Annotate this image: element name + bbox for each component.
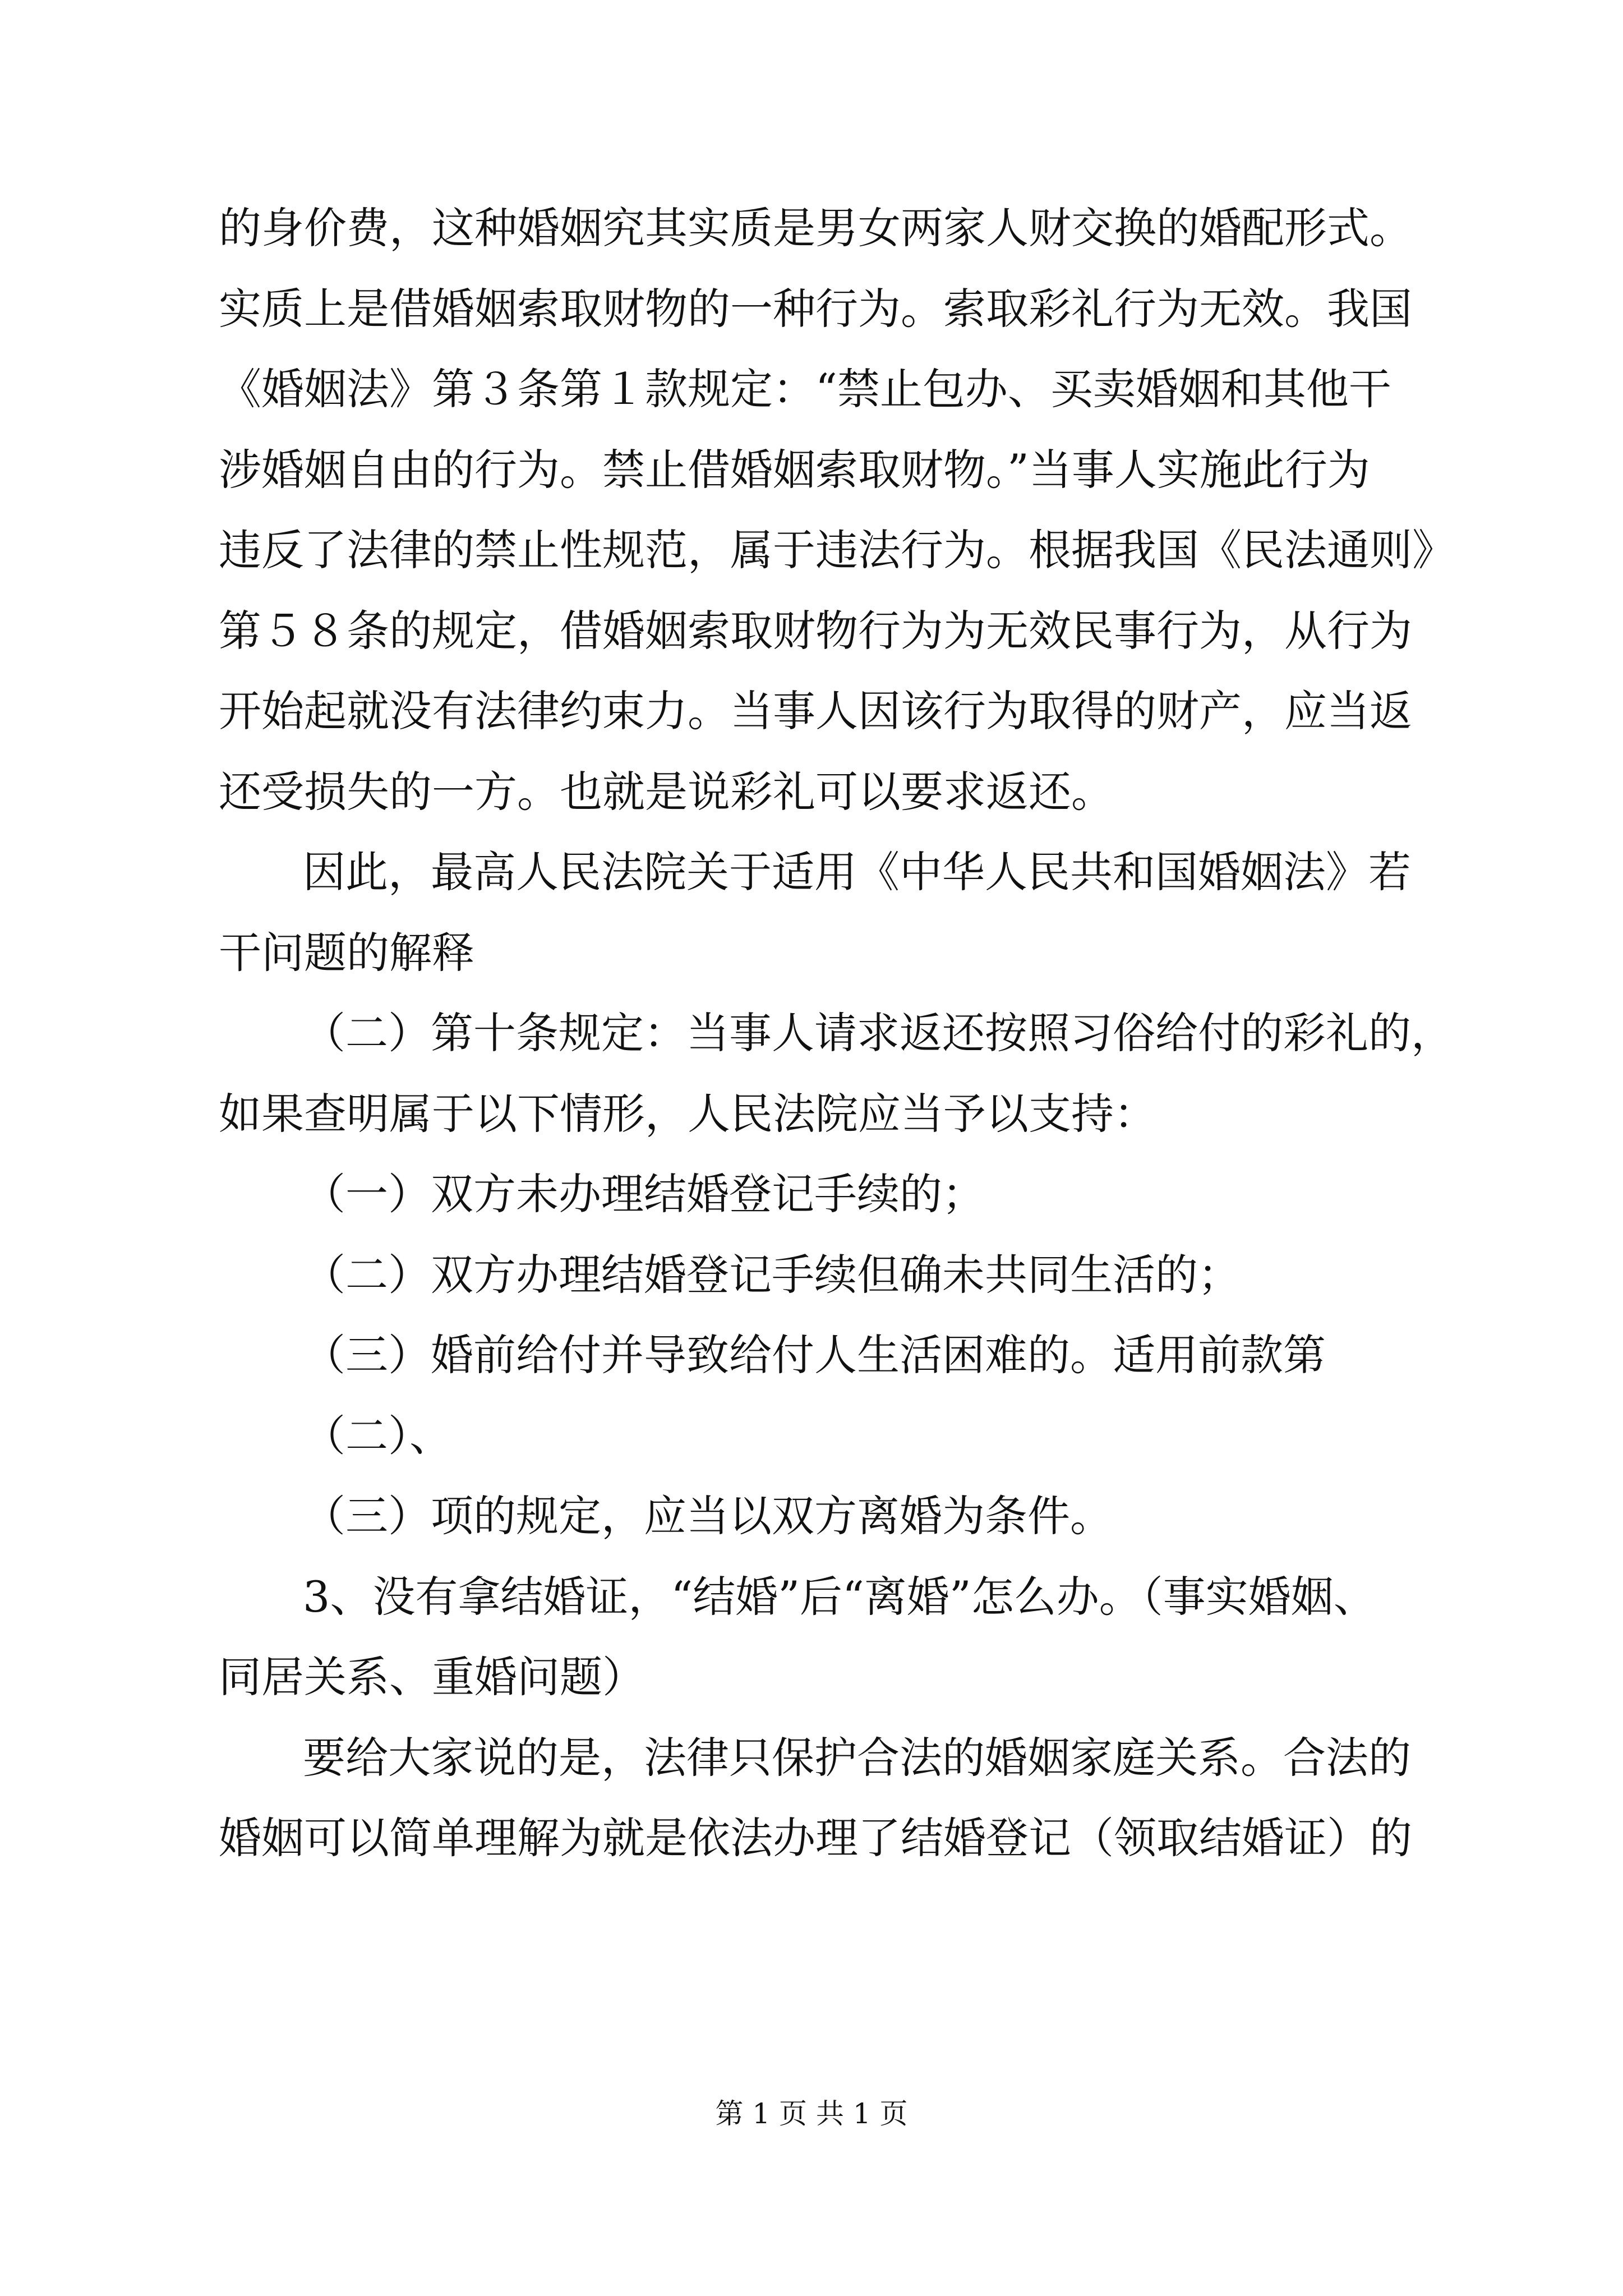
text-line-11: （二）第十条规定：当事人请求返还按照习俗给付的彩礼的，: [303, 1008, 1454, 1058]
text-line-4: 涉婚姻自由的行为。禁止借婚姻索取财物。”当事人实施此行为: [219, 444, 1370, 495]
text-line-12: 如果查明属于以下情形，人民法院应当予以支持：: [219, 1088, 1156, 1139]
text-line-14: （二）双方办理结婚登记手续但确未共同生活的；: [303, 1249, 1241, 1300]
text-line-18: 3、没有拿结婚证，“结婚”后“离婚”怎么办。（事实婚姻、: [303, 1571, 1376, 1622]
text-line-17: （三）项的规定，应当以双方离婚为条件。: [303, 1491, 1113, 1541]
text-line-9: 因此，最高人民法院关于适用《中华人民共和国婚姻法》若: [303, 847, 1411, 897]
text-line-8: 还受损失的一方。也就是说彩礼可以要求返还。: [219, 766, 1114, 817]
text-line-7: 开始起就没有法律约束力。当事人因该行为取得的财产，应当返: [219, 686, 1412, 736]
text-line-19: 同居关系、重婚问题）: [219, 1652, 645, 1702]
text-line-21: 婚姻可以简单理解为就是依法办理了结婚登记（领取结婚证）的: [219, 1813, 1412, 1863]
body-text: [219, 188, 1455, 1879]
text-line-5: 违反了法律的禁止性规范，属于违法行为。根据我国《民法通则》: [219, 525, 1455, 575]
text-line-13: （一）双方未办理结婚登记手续的；: [303, 1169, 985, 1219]
text-line-2: 实质上是借婚姻索取财物的一种行为。索取彩礼行为无效。我国: [219, 283, 1412, 334]
text-line-1: 的身价费，这种婚姻究其实质是男女两家人财交换的婚配形式。: [219, 203, 1412, 253]
text-line-10: 干问题的解释: [219, 927, 474, 978]
page-footer: 第 1 页 共 1 页: [715, 2097, 908, 2130]
text-line-16: （二）、: [303, 1410, 452, 1461]
text-line-6: 第５８条的规定，借婚姻索取财物行为为无效民事行为，从行为: [219, 605, 1412, 656]
text-line-20: 要给大家说的是，法律只保护合法的婚姻家庭关系。合法的: [303, 1732, 1411, 1783]
text-line-15: （三）婚前给付并导致给付人生活困难的。适用前款第: [303, 1330, 1326, 1380]
text-line-3: 《婚姻法》第３条第１款规定：“禁止包办、买卖婚姻和其他干: [219, 364, 1391, 414]
